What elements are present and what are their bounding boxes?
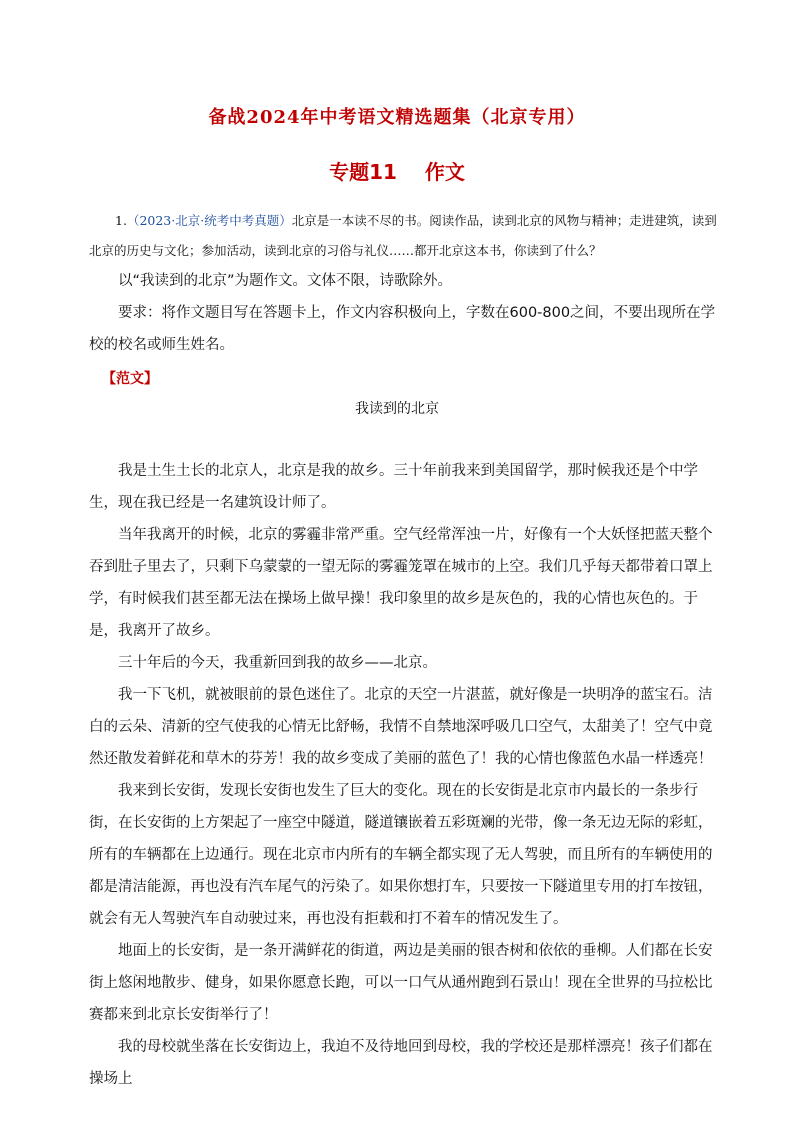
essay-paragraph: 我来到长安街，发现长安街也发生了巨大的变化。现在的长安街是北京市内最长的一条步行街，在长安街的上方架起了一座空中隧道，隧道镶嵌着五彩斑斓的光带，像一条无边无际的彩虹，所有的车辆都在上边通行。现在北京市内所有的车辆全都实现了无人驾驶，而且所有的车辆使用的都是清洁能源，再也没有汽车尾气的污染了。如果你想打车，只要按一下隧道里专用的打车按钮，就会有无人驾驶汽车自动驶过来，再也没有拒载和打不着车的情况发生了。: [89, 783, 713, 927]
essay-paragraph: 我的母校就坐落在长安街边上，我迫不及待地回到母校，我的学校还是那样漂亮！孩子们都在操场上: [89, 1039, 713, 1087]
essay-body: [89, 455, 722, 1095]
topic-name: 作文: [424, 160, 465, 184]
topic-heading: [0, 156, 794, 185]
question-number: 1.: [115, 213, 127, 228]
topic-number: 专题11: [329, 160, 397, 184]
essay-paragraph: 我是土生土长的北京人，北京是我的故乡。三十年前我来到美国留学，那时候我还是个中学生，现在我已经是一名建筑设计师了。: [89, 463, 698, 511]
sample-essay-label: 【范文】: [102, 371, 158, 387]
essay-paragraph: 三十年后的今天，我重新回到我的故乡——北京。: [118, 655, 437, 671]
question-stem: [89, 206, 722, 266]
question-prompt: 以“我读到的北京”为题作文。文体不限，诗歌除外。: [118, 273, 453, 289]
question-requirement: 要求：将作文题目写在答题卡上，作文内容积极向上，字数在600-800之间，不要出现所在学校的校名或师生姓名。: [89, 305, 716, 353]
document-title: 备战2024年中考语文精选题集（北京专用）: [208, 107, 586, 128]
essay-paragraph: 当年我离开的时候，北京的雾霾非常严重。空气经常浑浊一片，好像有一个大妖怪把蓝天整个吞到肚子里去了，只剩下乌蒙蒙的一望无际的雾霾笼罩在城市的上空。我们几乎每天都带着口罩上学，有时候我们甚至都无法在操场上做早操！我印象里的故乡是灰色的，我的心情也灰色的。于是，我离开了故乡。: [89, 527, 713, 639]
essay-title: 我读到的北京: [355, 401, 439, 417]
question-instructions: [89, 265, 722, 361]
essay-paragraph: 地面上的长安街，是一条开满鲜花的街道，两边是美丽的银杏树和依依的垂柳。人们都在长安街上悠闲地散步、健身，如果你愿意长跑，可以一口气从通州跑到石景山！现在全世界的马拉松比赛都来到北京长安街举行了！: [89, 943, 713, 1023]
essay-paragraph: 我一下飞机，就被眼前的景色迷住了。北京的天空一片湛蓝，就好像是一块明净的蓝宝石。洁白的云朵、清新的空气使我的心情无比舒畅，我情不自禁地深呼吸几口空气，太甜美了！空气中竟然还散发着鲜花和草木的芬芳！我的故乡变成了美丽的蓝色了！我的心情也像蓝色水晶一样透亮！: [89, 687, 713, 767]
question-source: （2023·北京·统考中考真题）: [126, 213, 292, 228]
question-text: 北京是一本读不尽的书。阅读作品，读到北京的风物与精神；走进建筑，读到北京的历史与文化；参加活动，读到北京的习俗与礼仪……都开北京这本书，你读到了什么？: [89, 213, 717, 258]
